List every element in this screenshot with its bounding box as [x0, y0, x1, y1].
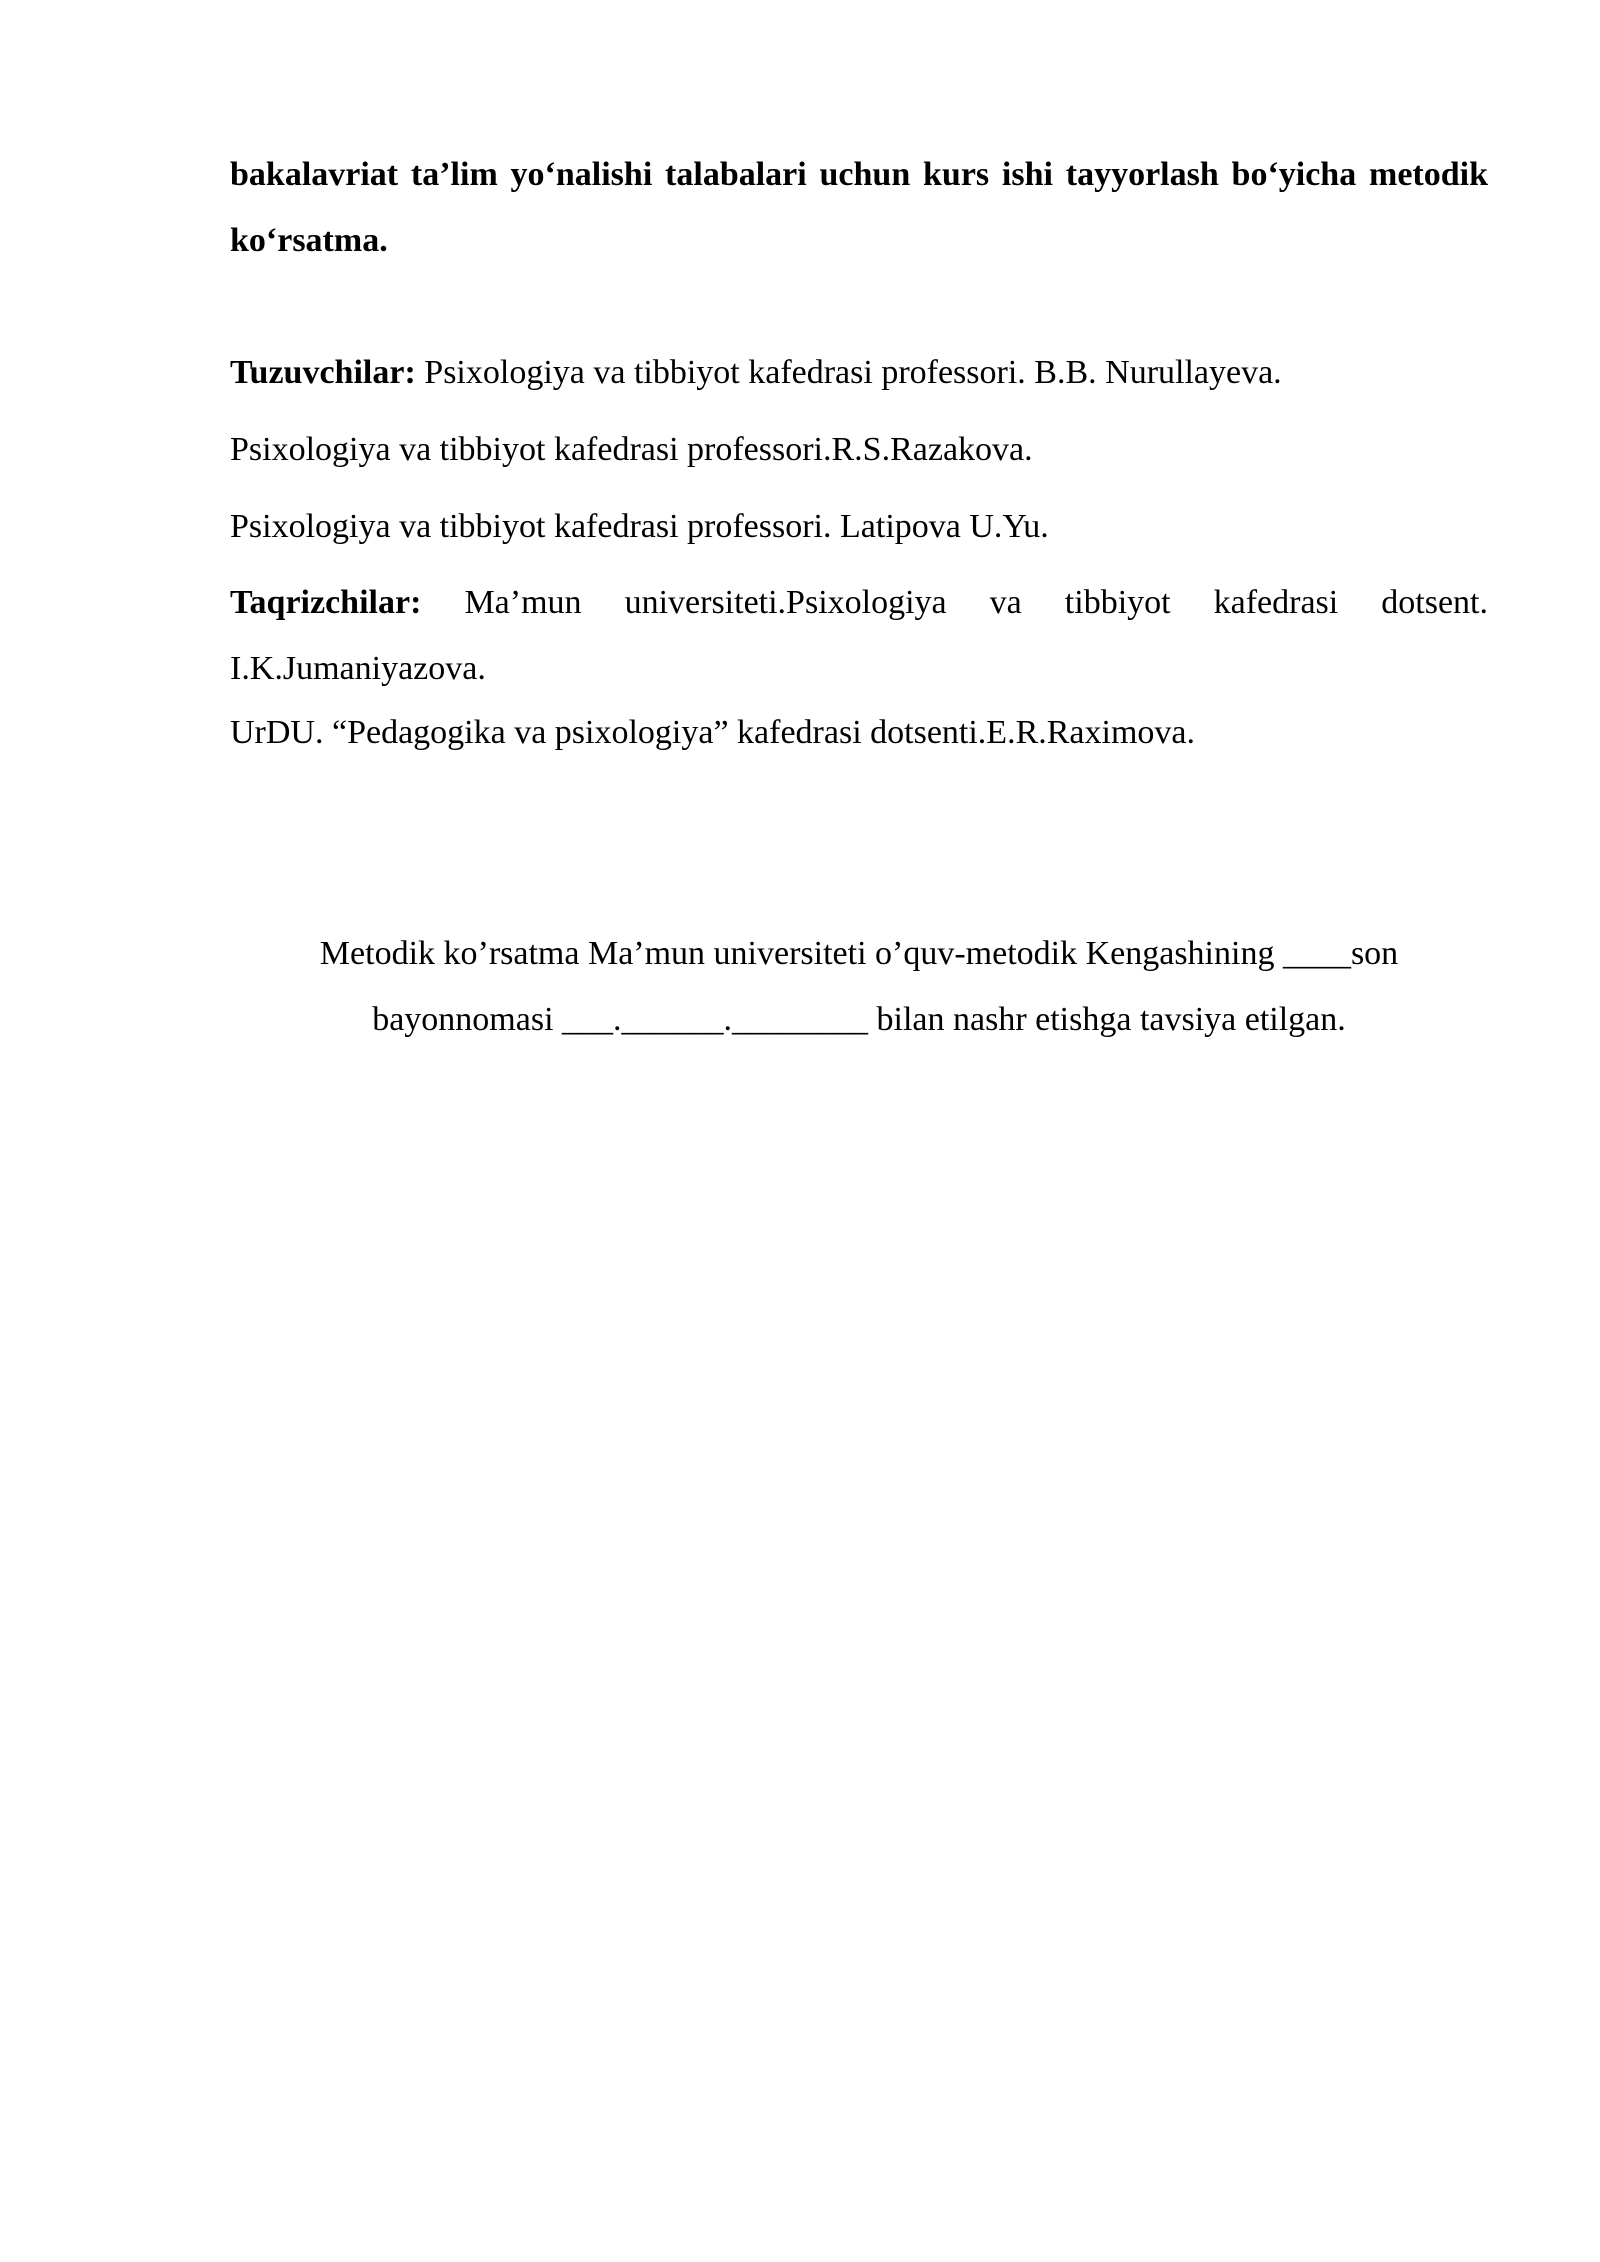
compiler-second: Psixologiya va tibbiyot kafedrasi professori.R.S.Razakova.: [230, 431, 1033, 468]
reviewers-paragraph: [230, 570, 1488, 702]
compilers-paragraph: [230, 340, 1488, 406]
notice-line-2: bayonnomasi ___.______.________ bilan nashr etishga tavsiya etilgan.: [372, 1001, 1346, 1038]
reviewers-label: Taqrizchilar:: [230, 584, 422, 621]
compiler-first: Psixologiya va tibbiyot kafedrasi professori. B.B. Nurullayeva.: [415, 354, 1282, 391]
reviewer-second: UrDU. “Pedagogika va psixologiya” kafedrasi dotsenti.E.R.Raximova.: [230, 714, 1195, 751]
compiler-third: Psixologiya va tibbiyot kafedrasi professori. Latipova U.Yu.: [230, 508, 1049, 545]
intro-paragraph: bakalavriat ta’lim yo‘nalishi talabalari uchun kurs ishi tayyorlash bo‘yicha metodik ko‘rsatma.: [230, 156, 1488, 259]
publication-notice: [230, 921, 1488, 1053]
compilers-label: Tuzuvchilar:: [230, 354, 416, 391]
notice-line-1: Metodik ko’rsatma Ma’mun universiteti o’quv-metodik Kengashining ____son: [319, 935, 1399, 972]
reviewer-first: Ma’mun universiteti.Psixologiya va tibbiyot kafedrasi dotsent. I.K.Jumaniyazova.: [230, 584, 1488, 687]
